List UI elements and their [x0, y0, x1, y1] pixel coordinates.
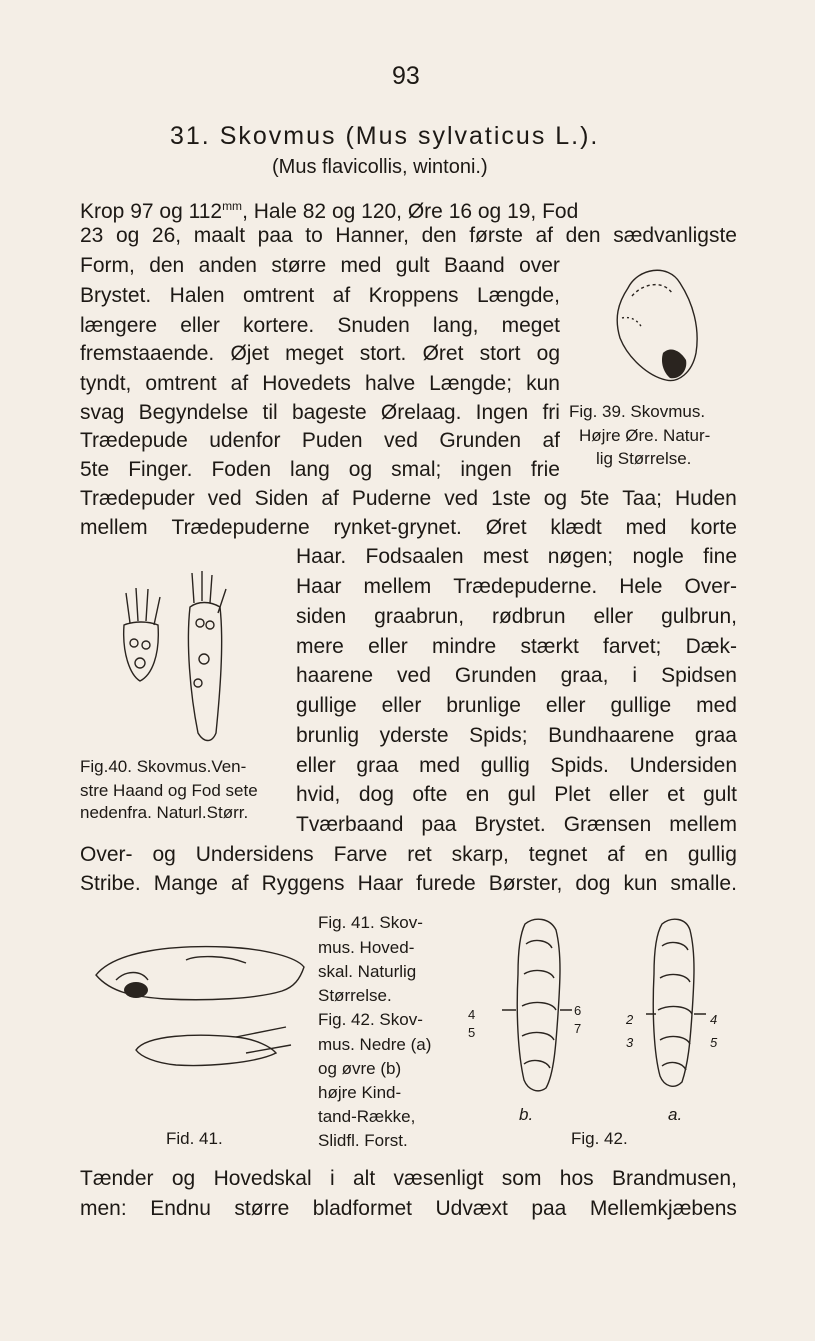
- tooth-number: 7: [574, 1021, 582, 1036]
- text-line: mellem Trædepuderne rynket-grynet. Øret klædt med korte: [80, 516, 737, 539]
- fig41-caption-line: Fig. 41. Skov-: [318, 913, 423, 932]
- text-line: Haar mellem Trædepuderne. Hele Over-: [296, 575, 737, 598]
- fig42-caption-line: og øvre (b): [318, 1059, 402, 1078]
- text-line: 23 og 26, maalt paa to Hanner, den første af den sædvanligste: [80, 224, 737, 247]
- text-line: Trædepuder ved Siden af Puderne ved 1ste og 5te Taa; Huden: [80, 487, 737, 510]
- tooth-number: 4: [710, 1012, 718, 1027]
- skull-illustration: [86, 935, 311, 1105]
- tooth-number: 6: [574, 1003, 582, 1018]
- fig42-b-label: b.: [519, 1105, 534, 1124]
- text-line: Tværbaand paa Brystet. Grænsen mellem: [296, 813, 737, 836]
- tooth-number: 5: [710, 1035, 718, 1050]
- fig40-caption-line: stre Haand og Fod sete: [80, 781, 258, 800]
- text-line: gullige eller brunlige eller gullige med: [296, 694, 737, 717]
- fig39-caption-line: lig Størrelse.: [596, 449, 692, 468]
- tooth-row-a: [632, 914, 722, 1104]
- fig42-caption-line: mus. Nedre (a): [318, 1035, 432, 1054]
- text-line: men: Endnu større bladformet Udvæxt paa Mellemkjæbens: [80, 1197, 737, 1220]
- text-line: svag Begyndelse til bageste Ørelaag. Ingen fri: [80, 401, 560, 424]
- measure-unit: mm: [222, 199, 243, 213]
- text-line: Trædepude udenfor Puden ved Grunden af: [80, 429, 560, 452]
- text-line: Tænder og Hovedskal i alt væsenligt som hos Brandmusen,: [80, 1167, 737, 1190]
- measure-rest: , Hale 82 og 120, Øre 16 og 19, Fod: [242, 200, 579, 223]
- tooth-number: 3: [626, 1035, 634, 1050]
- text-line: Haar. Fodsaalen mest nøgen; nogle fine: [296, 545, 737, 568]
- text-line: brunlig yderste Spids; Bundhaarene graa: [296, 724, 737, 747]
- text-line: hvid, dog ofte en gul Plet eller et gult: [296, 783, 737, 806]
- fig41-label: Fid. 41.: [166, 1129, 223, 1148]
- text-line: haarene ved Grunden graa, i Spidsen: [296, 664, 737, 687]
- fig42-caption-line: Slidfl. Forst.: [318, 1131, 408, 1150]
- text-line: fremstaaende. Øjet meget stort. Øret stort og: [80, 342, 560, 365]
- text-line: længere eller kortere. Snuden lang, meget: [80, 314, 560, 337]
- text-line: siden graabrun, rødbrun eller gulbrun,: [296, 605, 737, 628]
- fig42-a-label: a.: [668, 1105, 683, 1124]
- fig42-caption-line: højre Kind-: [318, 1083, 402, 1102]
- text-line: eller graa med gullig Spids. Undersiden: [296, 754, 737, 777]
- synonyms: (Mus flavicollis, wintoni.): [272, 156, 488, 178]
- fig40-caption-line: Fig.40. Skovmus.Ven-: [80, 757, 247, 776]
- text-line: 5te Finger. Foden lang og smal; ingen frie: [80, 458, 560, 481]
- text-line: mere eller mindre stærkt farvet; Dæk-: [296, 635, 737, 658]
- fig41-caption-line: mus. Hoved-: [318, 938, 415, 957]
- fig39-caption-line: Højre Øre. Natur-: [579, 426, 711, 445]
- measure-body: Krop 97 og 112: [80, 200, 223, 223]
- hand-foot-illustration: [112, 563, 242, 753]
- text-line: Stribe. Mange af Ryggens Haar furede Børster, dog kun smalle.: [80, 872, 737, 895]
- ear-illustration: [608, 258, 708, 398]
- tooth-number: 5: [468, 1025, 476, 1040]
- fig40-caption-line: nedenfra. Naturl.Størr.: [80, 803, 249, 822]
- fig42-label: Fig. 42.: [571, 1129, 628, 1148]
- text-line: Form, den anden større med gult Baand over: [80, 254, 560, 277]
- text-line: Over- og Undersidens Farve ret skarp, tegnet af en gullig: [80, 843, 737, 866]
- fig42-caption-line: tand-Række,: [318, 1107, 416, 1126]
- fig39-caption-line: Fig. 39. Skovmus.: [569, 402, 706, 421]
- tooth-number: 2: [626, 1012, 634, 1027]
- text-line: Brystet. Halen omtrent af Kroppens Længde,: [80, 284, 560, 307]
- text-line: tyndt, omtrent af Hovedets halve Længde; kun: [80, 372, 560, 395]
- page-number: 93: [392, 62, 420, 90]
- fig41-caption-line: Størrelse.: [318, 986, 392, 1005]
- fig41-caption-line: skal. Naturlig: [318, 962, 417, 981]
- tooth-number: 4: [468, 1007, 476, 1022]
- species-heading: 31. Skovmus (Mus sylvaticus L.).: [170, 122, 600, 150]
- fig42-caption-line: Fig. 42. Skov-: [318, 1010, 423, 1029]
